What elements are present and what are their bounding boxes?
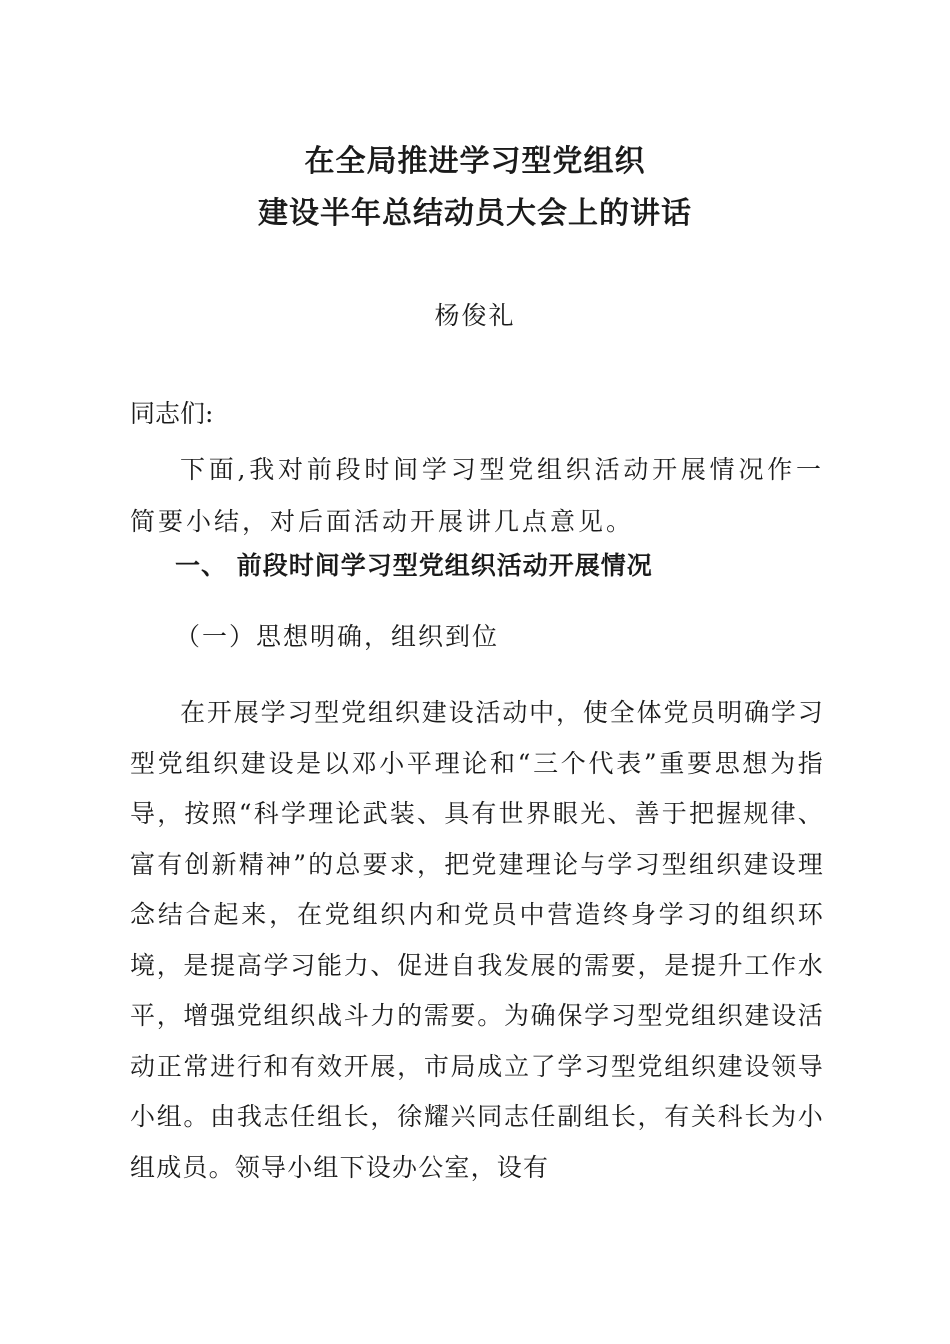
subsection-heading-1: （一）思想明确，组织到位 — [175, 622, 500, 651]
section-heading-1: 一、 前段时间学习型党组织活动开展情况 — [175, 551, 653, 580]
intro-paragraph: 下面,我对前段时间学习型党组织活动开展情况作一简要小结，对后面活动开展讲几点意见。 — [130, 455, 824, 536]
salutation: 同志们: — [130, 399, 214, 428]
document-title-line-2: 建设半年总结动员大会上的讲话 — [258, 196, 692, 231]
author-name: 杨俊礼 — [434, 301, 516, 330]
body-paragraph: 在开展学习型党组织建设活动中，使全体党员明确学习型党组织建设是以邓小平理论和“三个代表”重要思想为指导，按照“科学理论武装、具有世界眼光、善于把握规律、富有创新精神”的总要求，把党建理论与学习型组织建设理念结合起来，在党组织内和党员中营造终身学习的组织环境，是提高学习能力、促进自我发展的需要，是提升工作水平，增强党组织战斗力的需要。为确保学习型党组织建设活动正常进行和有效开展，市局成立了学习型党组织建设领导小组。由我志任组长，徐耀兴同志任副组长，有关科长为小组成员。领导小组下设办公室，设有 — [130, 698, 824, 1182]
document-title-line-1: 在全局推进学习型党组织 — [304, 144, 646, 179]
